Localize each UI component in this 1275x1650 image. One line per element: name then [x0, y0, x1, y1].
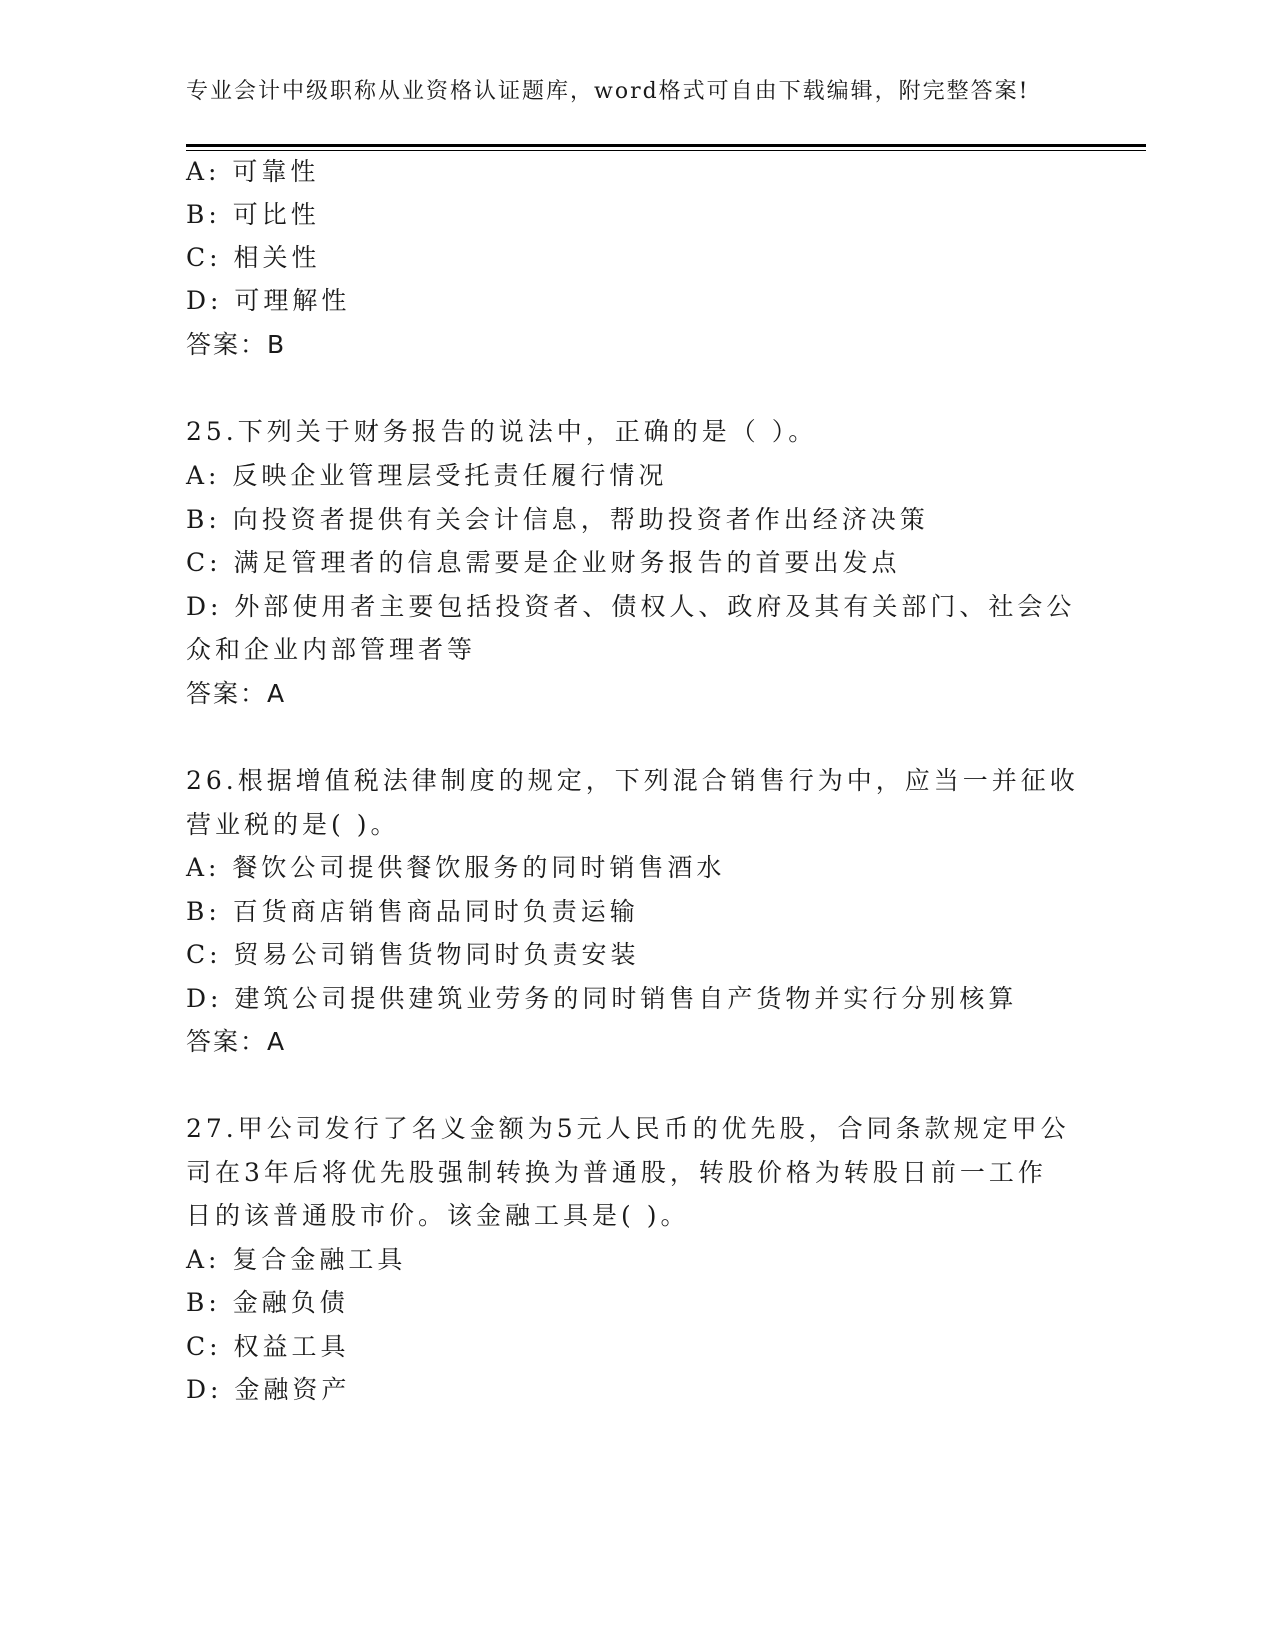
option-b: B: 向投资者提供有关会计信息，帮助投资者作出经济决策: [186, 505, 929, 534]
option-a: A: 餐饮公司提供餐饮服务的同时销售酒水: [186, 853, 726, 882]
option-b: B: 可比性: [186, 200, 320, 229]
option-b: B: 百货商店销售商品同时负责运输: [186, 897, 639, 926]
option-c: C: 相关性: [186, 243, 321, 272]
question-26-continued: 营业税的是( )。: [186, 810, 400, 839]
option-d: D: 金融资产: [186, 1375, 351, 1404]
option-c: C: 权益工具: [186, 1332, 350, 1361]
header-rule-thick: [186, 144, 1146, 147]
option-d: D: 外部使用者主要包括投资者、债权人、政府及其有关部门、社会公: [186, 592, 1076, 621]
page-header: 专业会计中级职称从业资格认证题库，word格式可自由下载编辑，附完整答案!: [186, 79, 1030, 104]
option-b: B: 金融负债: [186, 1288, 349, 1317]
option-d: D: 建筑公司提供建筑业劳务的同时销售自产货物并实行分别核算: [186, 984, 1018, 1013]
option-c: C: 满足管理者的信息需要是企业财务报告的首要出发点: [186, 548, 901, 577]
option-c: C: 贸易公司销售货物同时负责安装: [186, 940, 640, 969]
option-a: A: 复合金融工具: [186, 1245, 407, 1274]
option-d: D: 可理解性: [186, 286, 351, 315]
question-26: 26.根据增值税法律制度的规定，下列混合销售行为中，应当一并征收: [186, 766, 1079, 795]
question-27-continued: 日的该普通股市价。该金融工具是( )。: [186, 1201, 690, 1230]
option-a: A: 可靠性: [186, 157, 320, 186]
question-27-continued: 司在3年后将优先股强制转换为普通股，转股价格为转股日前一工作: [186, 1158, 1047, 1187]
answer: 答案：A: [186, 1027, 287, 1056]
question-25: 25.下列关于财务报告的说法中，正确的是（ ）。: [186, 417, 818, 446]
option-d-continued: 众和企业内部管理者等: [186, 635, 477, 664]
answer: 答案：B: [186, 330, 287, 359]
header-rule-thin: [186, 150, 1146, 151]
question-27: 27.甲公司发行了名义金额为5元人民币的优先股，合同条款规定甲公: [186, 1114, 1070, 1143]
option-a: A: 反映企业管理层受托责任履行情况: [186, 461, 668, 490]
answer: 答案：A: [186, 679, 287, 708]
